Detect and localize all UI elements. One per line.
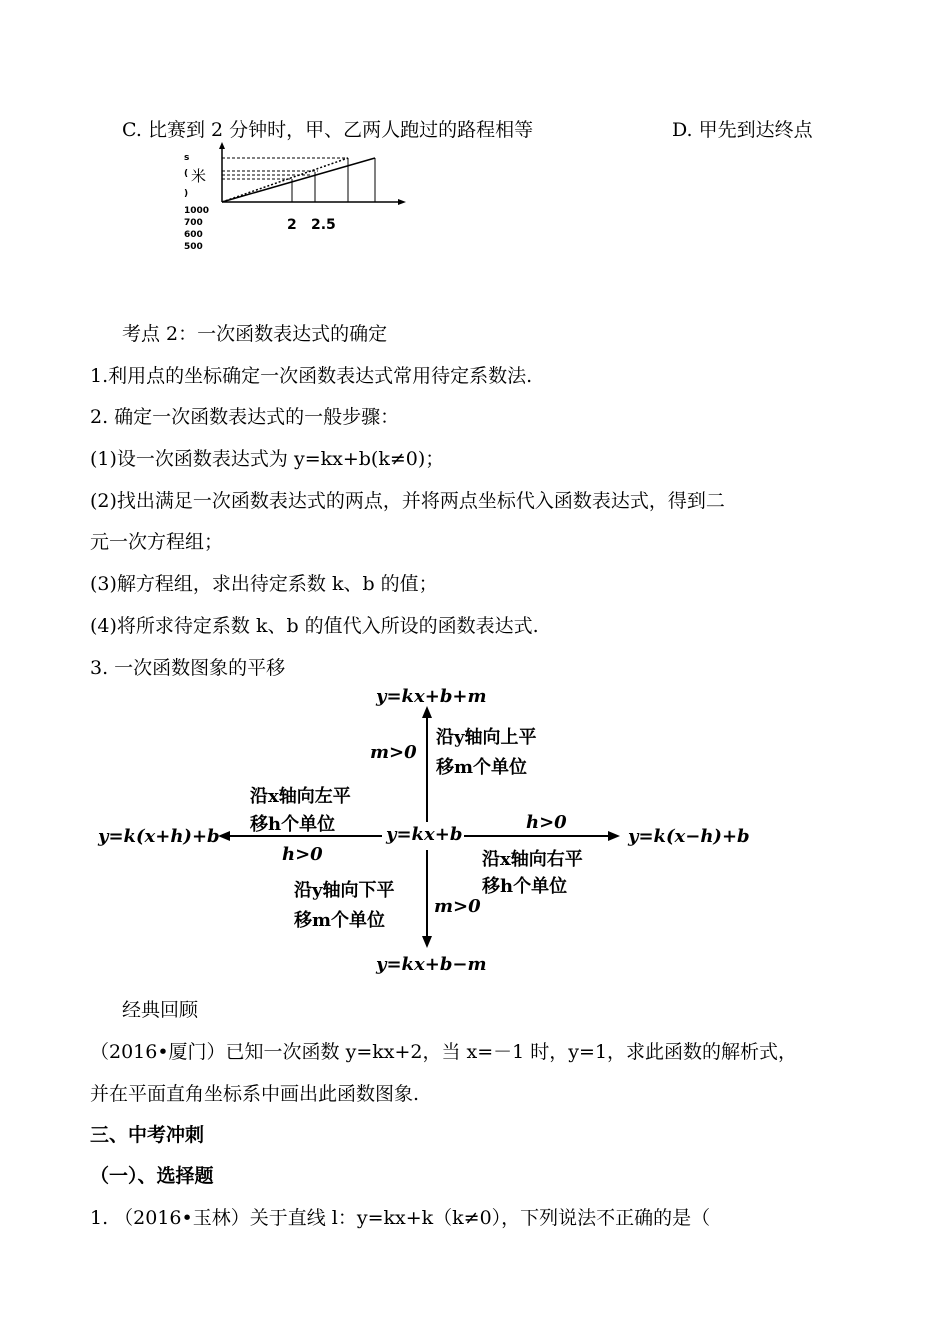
graph-y-label-unit: 米 — [191, 167, 207, 185]
option-d: D. 甲先到达终点 — [672, 119, 813, 141]
graph-y-tick-600: 600 — [184, 230, 203, 240]
graph-y-label-paren-open: ( — [184, 169, 189, 179]
left-description-1: 沿x轴向左平 — [250, 786, 351, 807]
right-description-1: 沿x轴向右平 — [482, 849, 583, 870]
classic-review-heading: 经典回顾 — [122, 999, 199, 1021]
graph-x-tick-2-5: 2.5 — [311, 217, 336, 233]
section2-step3: (3)解方程组，求出待定系数 k、b 的值； — [90, 573, 438, 595]
formula-bottom: y=kx+b−m — [376, 954, 487, 975]
graph-y-arrow — [219, 142, 225, 149]
graph-y-tick-1000: 1000 — [184, 206, 210, 216]
up-description-2: 移m个单位 — [436, 757, 528, 778]
classic-review-line2: 并在平面直角坐标系中画出此函数图象. — [90, 1083, 420, 1105]
section2-item2: 2. 确定一次函数表达式的一般步骤： — [90, 406, 400, 428]
graph-x-tick-2: 2 — [287, 217, 297, 233]
down-condition: m>0 — [434, 896, 481, 917]
section2-item3: 3. 一次函数图象的平移 — [90, 657, 286, 679]
left-description-2: 移h个单位 — [250, 814, 336, 835]
graph-y-label-s: s — [184, 153, 190, 163]
section2-step2-line2: 元一次方程组； — [90, 531, 224, 553]
graph-y-tick-700: 700 — [184, 218, 203, 228]
left-condition: h>0 — [282, 844, 323, 865]
section2-step1: (1)设一次函数表达式为 y=kx+b(k≠0)； — [90, 448, 445, 470]
graph-line-dotted — [222, 158, 348, 202]
formula-right: y=k(x−h)+b — [628, 826, 750, 847]
section2-step2-line1: (2)找出满足一次函数表达式的两点，并将两点坐标代入函数表达式，得到二 — [90, 490, 725, 512]
up-condition: m>0 — [370, 742, 417, 763]
graph-y-label-paren-close: ) — [184, 189, 189, 199]
formula-center: y=kx+b — [386, 824, 463, 845]
graph-line-solid — [222, 158, 375, 202]
section3-heading: 三、中考冲刺 — [90, 1124, 205, 1146]
graph-x-arrow — [398, 199, 406, 205]
section2-item1: 1.利用点的坐标确定一次函数表达式常用待定系数法. — [90, 365, 533, 387]
up-description-1: 沿y轴向上平 — [436, 727, 537, 748]
question-1: 1. （2016•玉林）关于直线 l：y=kx+k（k≠0），下列说法不正确的是（ — [90, 1207, 711, 1229]
option-c: C. 比赛到 2 分钟时，甲、乙两人跑过的路程相等 — [122, 119, 534, 141]
right-description-2: 移h个单位 — [482, 876, 568, 897]
classic-review-line1: （2016•厦门）已知一次函数 y=kx+2，当 x=－1 时，y=1，求此函数的解析式， — [90, 1041, 798, 1063]
graph-y-tick-500: 500 — [184, 242, 203, 252]
down-description-1: 沿y轴向下平 — [294, 880, 395, 901]
right-condition: h>0 — [526, 812, 567, 833]
section3-subheading: （一）、选择题 — [90, 1165, 214, 1187]
formula-left: y=k(x+h)+b — [98, 826, 220, 847]
down-description-2: 移m个单位 — [294, 910, 386, 931]
section2-heading: 考点 2：一次函数表达式的确定 — [122, 323, 388, 345]
section2-step4: (4)将所求待定系数 k、b 的值代入所设的函数表达式. — [90, 615, 539, 637]
mini-graph — [210, 140, 410, 212]
formula-top: y=kx+b+m — [376, 686, 487, 707]
